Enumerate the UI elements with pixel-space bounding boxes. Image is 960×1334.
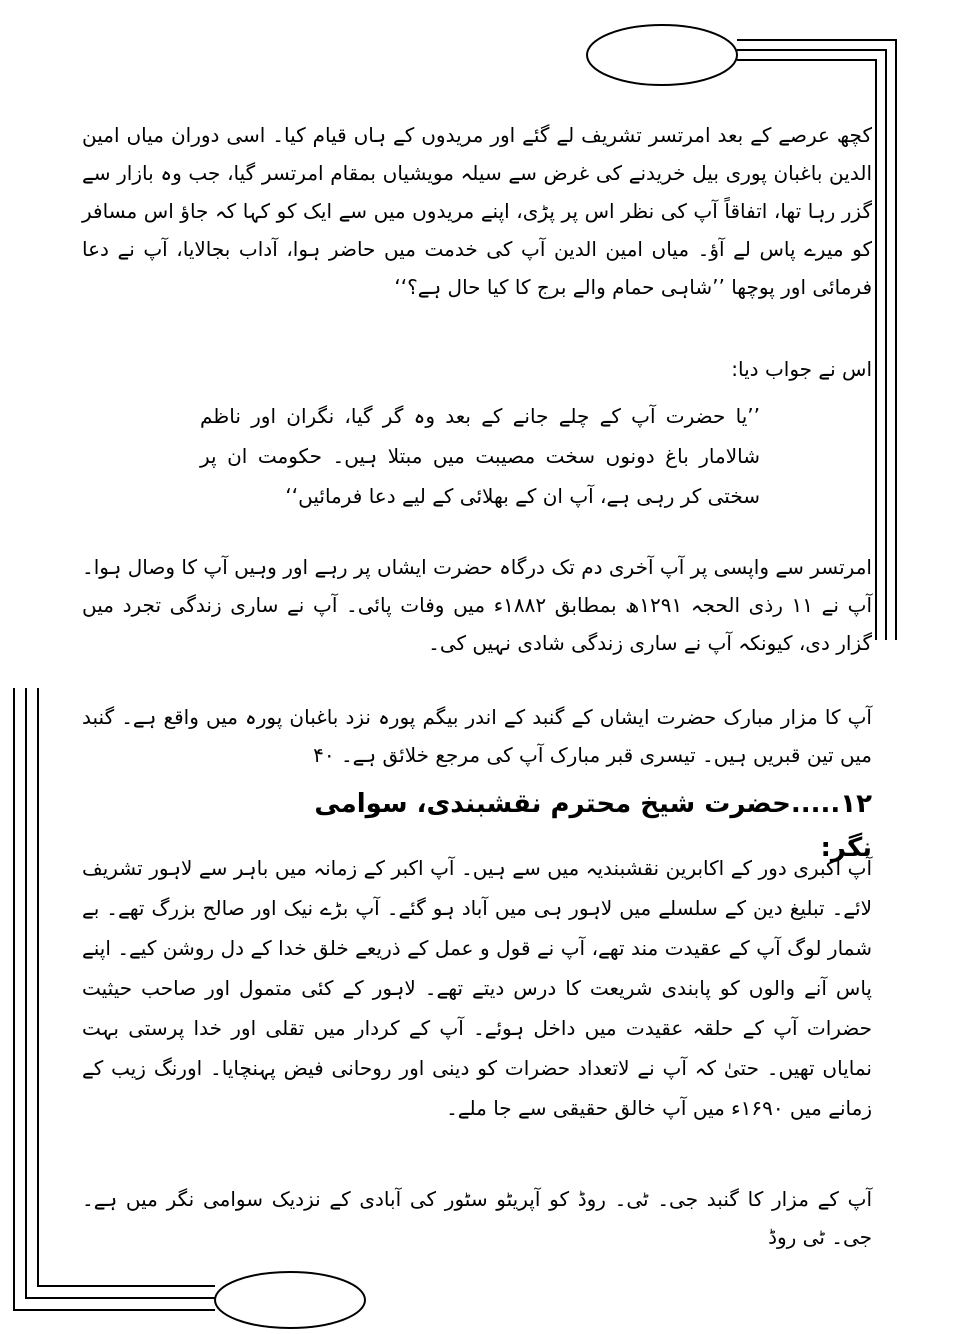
paragraph-3-text: آپ کا مزار مبارک حضرت ایشاں کے گنبد کے اندر بیگم پورہ نزد باغبان پورہ میں واقع ہے۔ گنبد میں تین قبریں ہیں۔ تیسری قبر مبارک آپ کی مرجع خلائق ہے۔ ۴۰ <box>82 705 872 767</box>
reply-intro-text: اس نے جواب دیا: <box>731 357 872 381</box>
bottom-oval-ornament <box>215 1272 365 1328</box>
paragraph-4-text: آپ اکبری دور کے اکابرین نقشبندیہ میں سے ہیں۔ آپ اکبر کے زمانہ میں باہر سے لاہور تشریف لائے۔ تبلیغ دین کے سلسلے میں لاہور ہی میں آباد ہو گئے۔ آپ بڑے نیک اور صالح بزرگ تھے۔ بے شمار لوگ آپ کے عقیدت مند تھے، آپ نے قول و عمل کے ذریعے خلق خدا کے دل روشن کیے۔ اپنے پاس آنے والوں کو پابندی شریعت کا درس دیتے تھے۔ لاہور کے کئی متمول اور صاحب حیثیت حضرات آپ کے حلقہ عقیدت میں داخل ہوئے۔ آپ کے کردار میں تقلی اور خدا پرستی بہت نمایاں تھیں۔ حتیٰ کہ آپ نے لاتعداد حضرات کو دینی اور روحانی فیض پہنچایا۔ اورنگ زیب کے زمانے میں ۱۶۹۰ء میں آپ خالق حقیقی سے جا ملے۔ <box>82 856 872 1120</box>
block-quote <box>200 396 760 516</box>
paragraph-3 <box>82 698 872 774</box>
paragraph-2 <box>82 548 872 662</box>
paragraph-2-text: امرتسر سے واپسی پر آپ آخری دم تک درگاہ حضرت ایشاں پر رہے اور وہیں آپ کا وصال ہوا۔ آپ نے ۱۱ رذی الحجہ ۱۲۹۱ھ بمطابق ۱۸۸۲ء میں وفات پائی۔ آپ نے ساری زندگی تجرد میں گزار دی، کیونکہ آپ نے ساری زندگی شادی نہیں کی۔ <box>82 555 872 655</box>
paragraph-1 <box>82 116 872 306</box>
top-oval-ornament <box>587 25 737 85</box>
paragraph-5-text: آپ کے مزار کا گنبد جی۔ ٹی۔ روڈ کو آپریٹو سٹور کی آبادی کے نزدیک سوامی نگر میں ہے۔ جی۔ ٹی روڈ <box>82 1187 872 1249</box>
paragraph-1-text: کچھ عرصے کے بعد امرتسر تشریف لے گئے اور مریدوں کے ہاں قیام کیا۔ اسی دوران میاں امین الدین باغبان پوری بیل خریدنے کی غرض سے سیلہ مویشیاں بمقام امرتسر گیا، جب وہ بازار سے گزر رہا تھا، اتفاقاً آپ کی نظر اس پر پڑی، اپنے مریدوں میں سے ایک کو کہا کہ جاؤ اس مسافر کو میرے پاس لے آؤ۔ میاں امین الدین آپ کی خدمت میں حاضر ہوا، آداب بجالایا، آپ نے دعا فرمائی اور پوچھا ’’شاہی حمام والے برج کا کیا حال ہے؟‘‘ <box>82 123 872 299</box>
reply-intro <box>82 350 872 388</box>
paragraph-4 <box>82 848 872 1128</box>
section-heading: ۱۲.....حضرت شیخ محترم نقشبندی، سوامی نگر: <box>314 789 872 863</box>
paragraph-5 <box>82 1180 872 1256</box>
block-quote-text: ’’یا حضرت آپ کے چلے جانے کے بعد وہ گر گیا، نگران اور ناظم شالامار باغ دونوں سخت مصیبت میں مبتلا ہیں۔ حکومت ان پر سختی کر رہی ہے، آپ ان کے بھلائی کے لیے دعا فرمائیں‘‘ <box>200 404 760 508</box>
